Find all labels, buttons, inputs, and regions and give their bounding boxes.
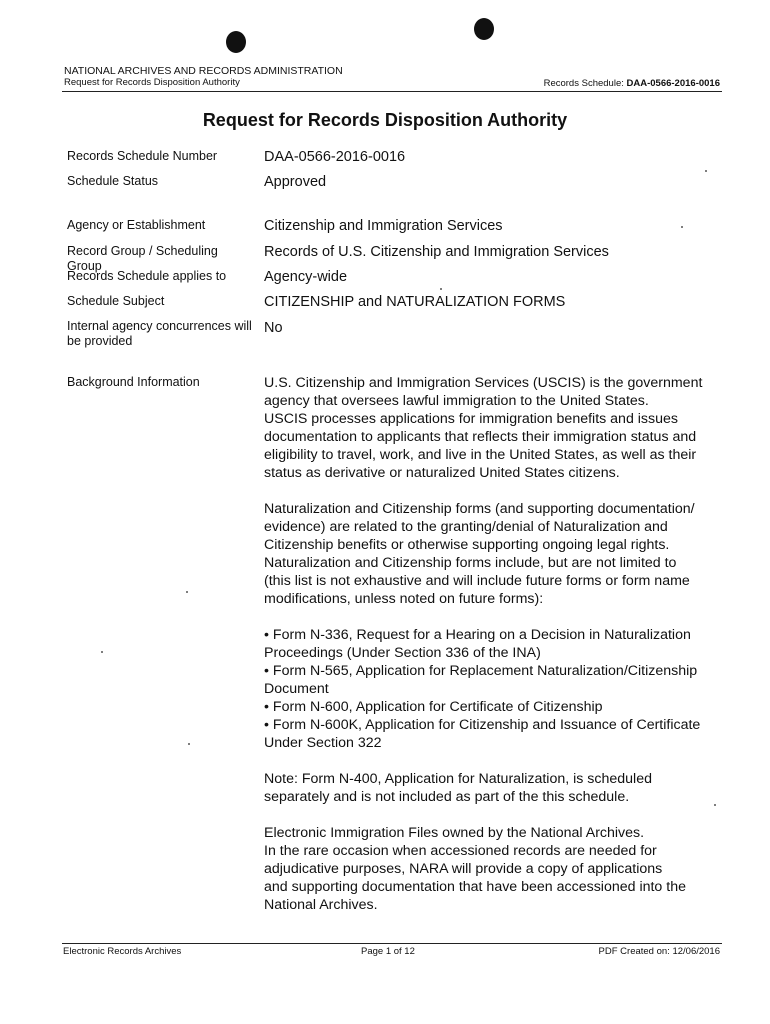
field-value: DAA-0566-2016-0016 xyxy=(264,149,406,165)
document-header xyxy=(64,65,343,89)
background-paragraph: Naturalization and Citizenship forms (and supporting documentation/ evidence) are related to the granting/denial of Naturalization and Citizenship benefits or otherwise supporting ongoing legal rights. Naturalization and Citizenship forms include, but are not limited to (this list is not exhaustive and will include future forms or form name modifications, unless noted on future forms): xyxy=(264,501,695,607)
scan-speck xyxy=(681,226,683,228)
footer-created-date: PDF Created on: 12/06/2016 xyxy=(598,946,720,957)
scan-speck xyxy=(705,170,707,172)
field-value: Records of U.S. Citizenship and Immigration Services xyxy=(264,244,609,260)
field-label: Internal agency concurrences will be provided xyxy=(67,319,252,348)
field-value: Agency-wide xyxy=(264,269,348,285)
background-paragraph: • Form N-336, Request for a Hearing on a Decision in Naturalization Proceedings (Under Section 336 of the INA) • Form N-565, Application for Replacement Naturalization/Citizenship Document • Form N-600, Application for Certificate of Citizenship • Form N-600K, Application for Citizenship and Issuance of Certificate Under Section 322 xyxy=(264,627,701,751)
background-paragraph: U.S. Citizenship and Immigration Services (USCIS) is the government agency that oversees lawful immigration to the United States. USCIS processes applications for immigration benefits and issues documentation to applicants that reflects their immigration status and eligibility to travel, work, and live in the United States, as well as their status as derivative or naturalized United States citizens. xyxy=(264,375,703,481)
field-label: Agency or Establishment xyxy=(67,218,206,232)
header-schedule-id: DAA-0566-2016-0016 xyxy=(626,78,720,89)
header-schedule xyxy=(544,78,720,89)
page-title: Request for Records Disposition Authority xyxy=(202,110,568,130)
field-label: Record Group / Scheduling Group xyxy=(67,244,218,273)
header-form-name: Request for Records Disposition Authority xyxy=(64,77,240,88)
background-label: Background Information xyxy=(67,375,200,389)
background-paragraph: Electronic Immigration Files owned by the National Archives. In the rare occasion when accessioned records are needed for adjudicative purposes, NARA will provide a copy of applications and supporting documentation that have been accessioned into the National Archives. xyxy=(264,825,686,913)
scan-speck xyxy=(440,288,442,290)
scan-speck xyxy=(101,651,103,653)
background-paragraph: Note: Form N-400, Application for Naturalization, is scheduled separately and is not included as part of the this schedule. xyxy=(264,771,652,805)
header-divider xyxy=(62,91,722,92)
scan-speck xyxy=(186,591,188,593)
scan-speck xyxy=(188,743,190,745)
header-schedule-label: Records Schedule: xyxy=(543,78,624,89)
field-label: Records Schedule Number xyxy=(67,149,218,163)
punch-hole-left xyxy=(226,31,246,53)
scan-speck xyxy=(714,804,716,806)
punch-hole-right xyxy=(474,18,494,40)
header-org: NATIONAL ARCHIVES AND RECORDS ADMINISTRATION xyxy=(64,65,343,77)
field-value: Approved xyxy=(264,174,327,190)
footer-page-number: Page 1 of 12 xyxy=(361,946,415,957)
field-label: Schedule Subject xyxy=(67,294,165,308)
field-value: Citizenship and Immigration Services xyxy=(264,218,503,234)
footer-left: Electronic Records Archives xyxy=(63,946,182,957)
background-text xyxy=(264,374,724,914)
field-value: No xyxy=(264,320,283,336)
field-value: CITIZENSHIP and NATURALIZATION FORMS xyxy=(264,294,566,310)
field-label: Records Schedule applies to xyxy=(67,269,227,283)
field-label: Schedule Status xyxy=(67,174,159,188)
footer-divider xyxy=(62,943,722,944)
